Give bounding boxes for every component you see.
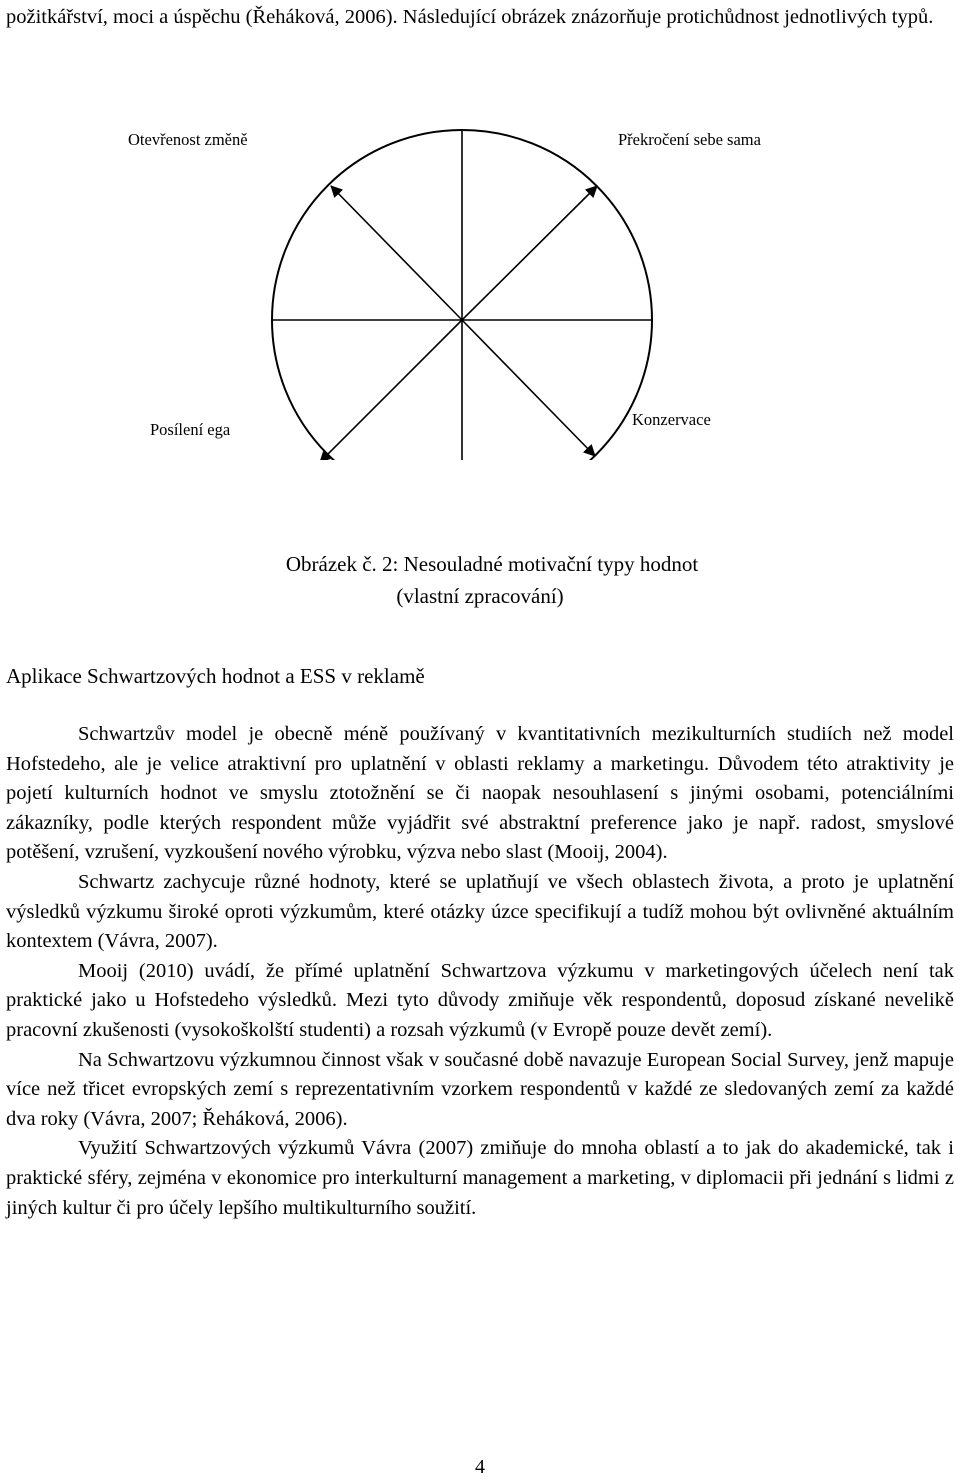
- section-heading: Aplikace Schwartzových hodnot a ESS v reklamě: [6, 664, 425, 688]
- value-types-diagram: [0, 120, 960, 460]
- arrow-top-right: [462, 186, 597, 320]
- paragraph-4: Na Schwartzovu výzkumnou činnost však v současné době navazuje European Social Survey, jenž mapuje více než třicet evropských zemí s reprezentativním vzorkem respondentů v každé ze sledovaných zemí za každé dva roky (Vávra, 2007; Řeháková, 2006).: [6, 1048, 954, 1130]
- arrow-bottom-right: [462, 320, 595, 456]
- label-conservation: Konzervace: [632, 410, 711, 429]
- arrow-bottom-left: [320, 320, 462, 460]
- label-self-transcendence: Překročení sebe sama: [618, 130, 761, 149]
- page-number: 4: [475, 1456, 485, 1478]
- circle-diagram: [0, 120, 960, 460]
- arrow-top-left: [331, 186, 462, 320]
- label-openness-to-change: Otevřenost změně: [128, 130, 248, 149]
- paragraph-3: Mooij (2010) uvádí, že přímé uplatnění Schwartzova výzkumu v marketingových účelech není tak praktické jako u Hofstedeho výsledků. Mezi tyto důvody zmiňuje věk respondentů, doposud získané nevelikě pracovní zkušenosti (vysokoškolští studenti) a rozsah výzkumů (v Evropě pouze devět zemí).: [6, 959, 954, 1041]
- label-self-enhancement: Posílení ega: [150, 420, 231, 439]
- paragraph-5: Využití Schwartzových výzkumů Vávra (2007) zmiňuje do mnoha oblastí a to jak do akademické, tak i praktické sféry, zejména v ekonomice pro interkulturní management a marketing, v diplomacii při jednání s lidmi z jiných kultur či pro účely lepšího multikulturního soužití.: [6, 1137, 954, 1219]
- caption-title: Obrázek č. 2: Nesouladné motivační typy hodnot: [285, 552, 699, 576]
- intro-paragraph: požitkářství, moci a úspěchu (Řeháková, 2006). Následující obrázek znázorňuje protichůdnost jednotlivých typů.: [6, 6, 934, 28]
- caption-subtitle: (vlastní zpracování): [396, 584, 564, 608]
- paragraph-2: Schwartz zachycuje různé hodnoty, které se uplatňují ve všech oblastech života, a proto je uplatnění výsledků výzkumu široké oproti výzkumům, které otázky úzce specifikují a tudíž mohou být ovlivněné aktuálním kontextem (Vávra, 2007).: [6, 870, 954, 953]
- figure-caption: [0, 548, 960, 612]
- section-body: [6, 720, 954, 1223]
- paragraph-1: Schwartzův model je obecně méně používaný v kvantitativních mezikulturních studiích než model Hofstedeho, ale je velice atraktivní pro uplatnění v oblasti reklamy a marketingu. Důvodem této atraktivity je pojetí kulturních hodnot ve smyslu ztotožnění se či naopak nesouhlasení s jinými osobami, potenciálními zákazníky, podle kterých respondent může vyjádřit své abstraktní preference jako je např. radost, smyslové potěšení, vzrušení, vyzkoušení nového výrobku, výzva nebo slast (Mooij, 2004).: [6, 723, 954, 864]
